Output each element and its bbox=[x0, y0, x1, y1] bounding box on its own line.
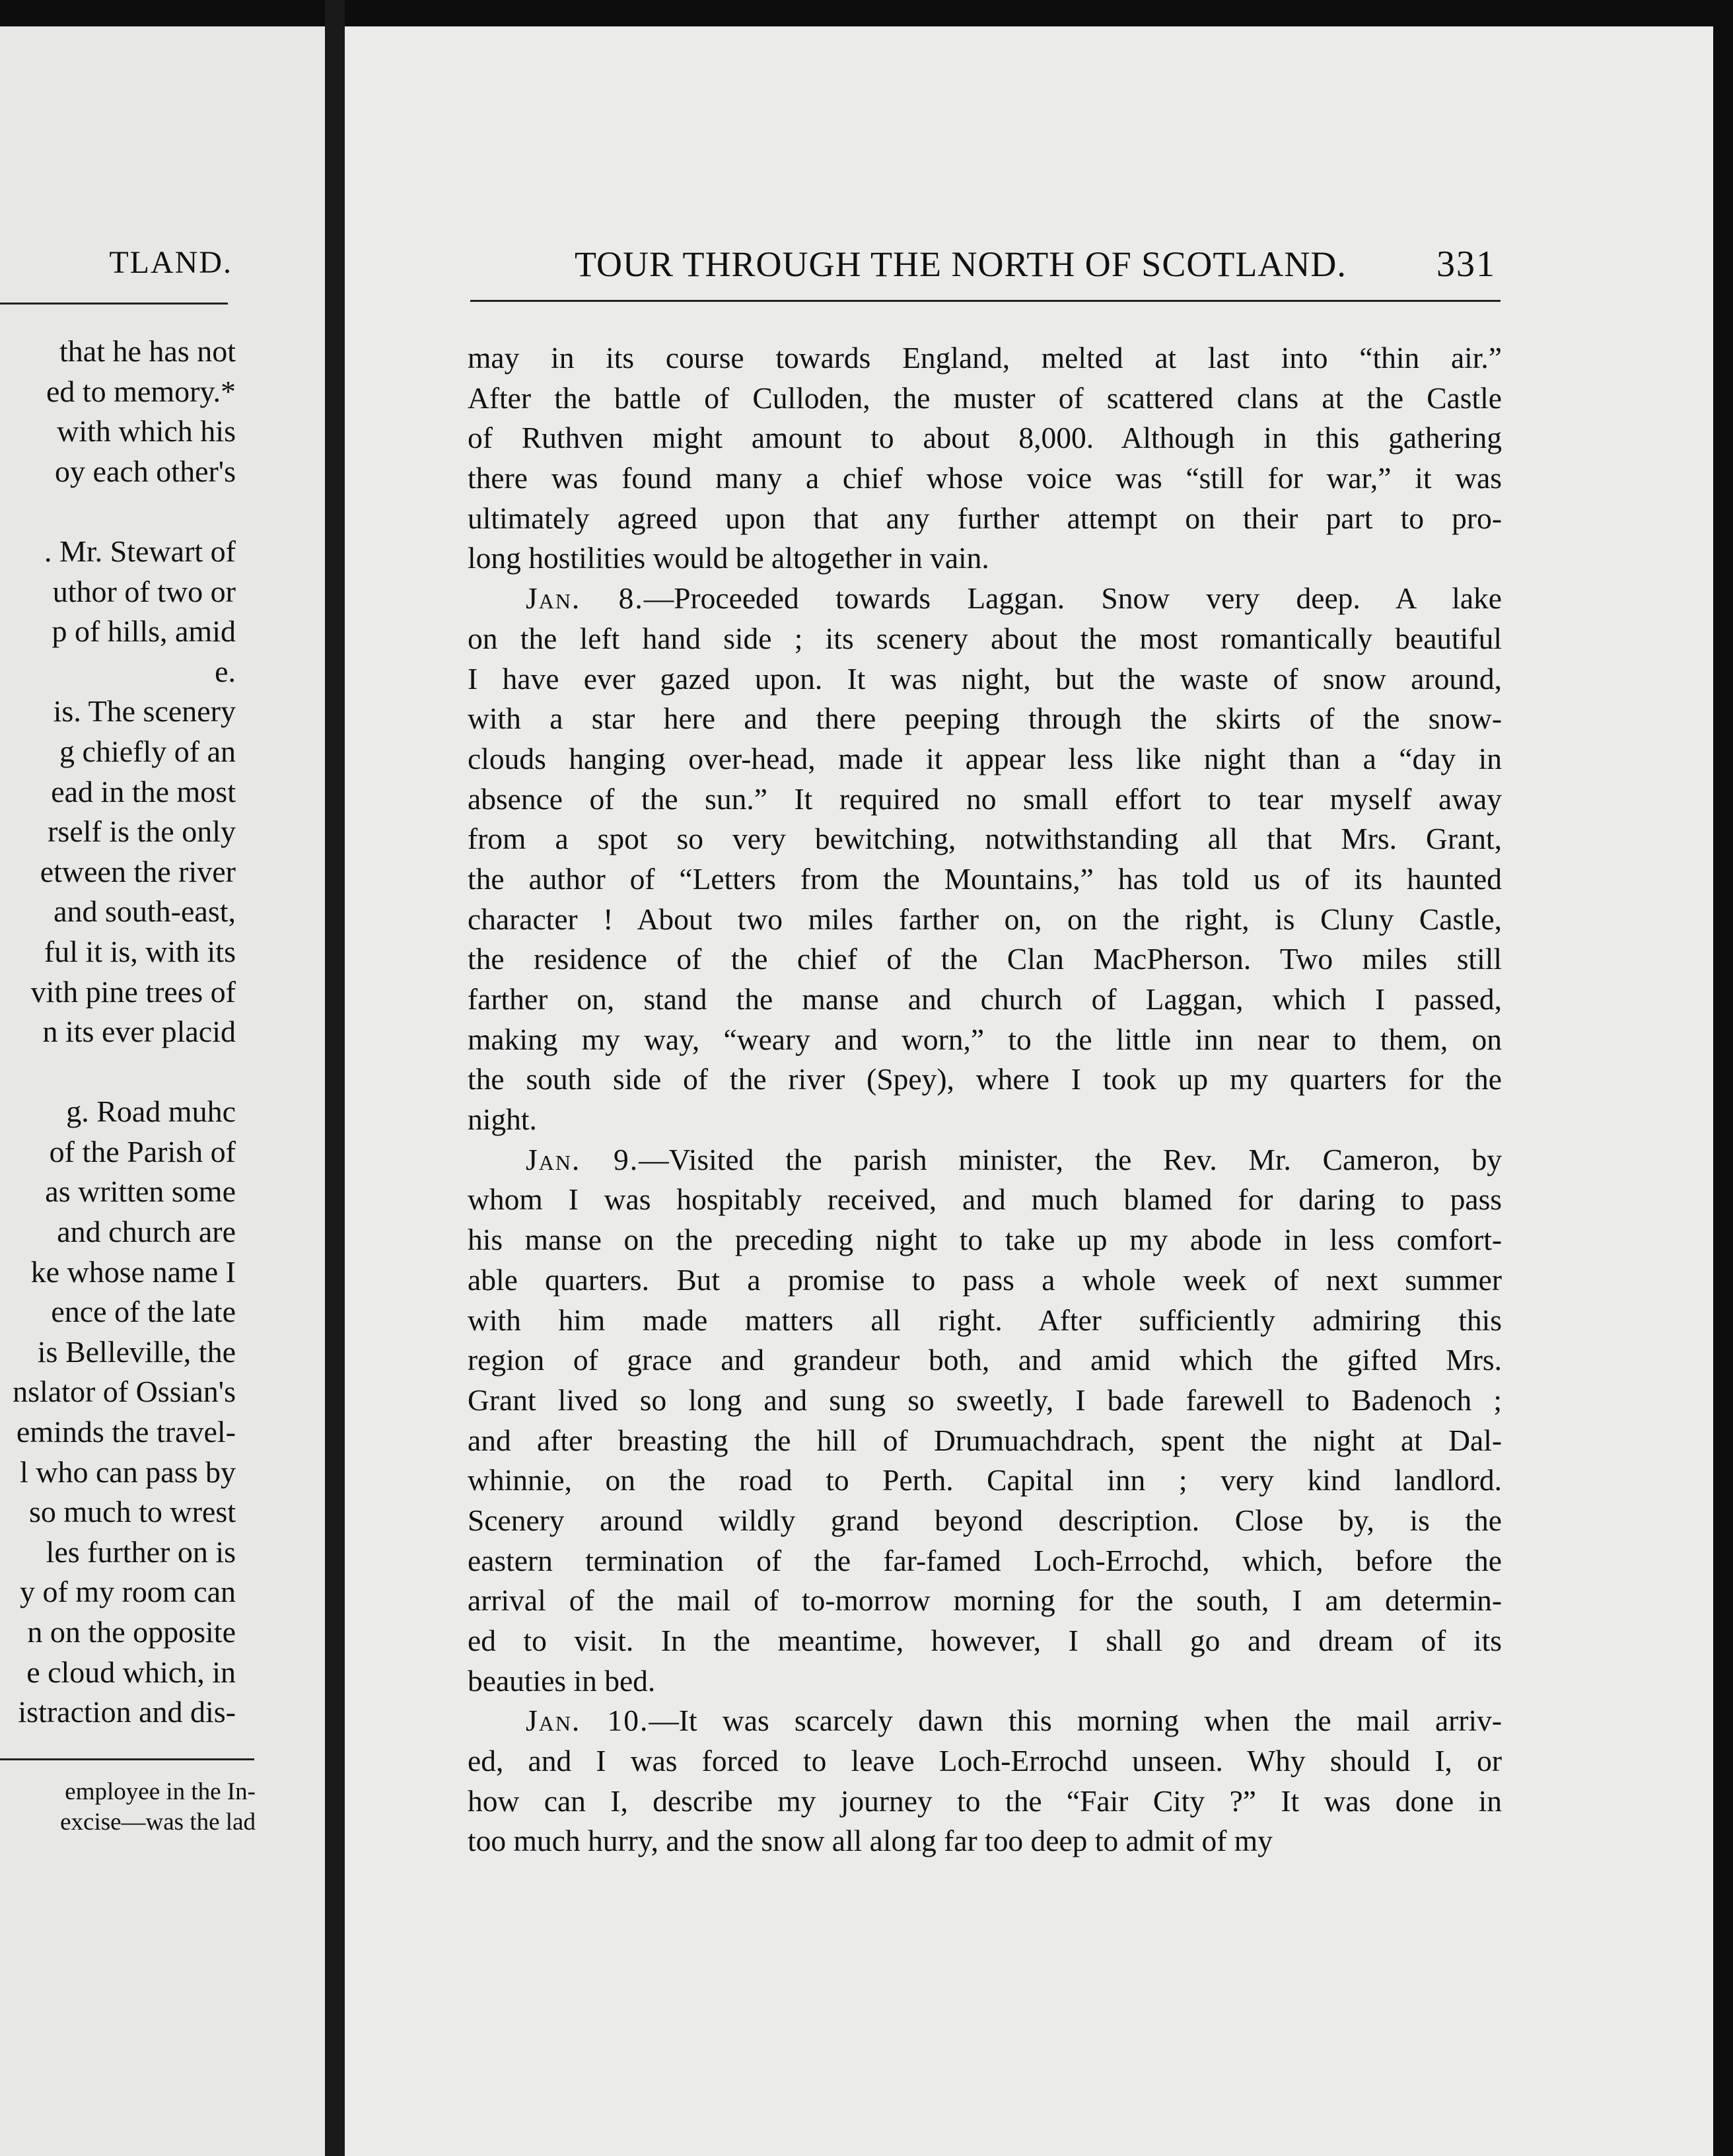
text-line bbox=[468, 939, 1502, 980]
text-line bbox=[468, 900, 1502, 940]
text-line: ke whose name I bbox=[30, 1254, 236, 1289]
text-line: y of my room can bbox=[19, 1575, 236, 1609]
footnote-line: employee in the In- bbox=[65, 1778, 256, 1805]
text-line: n on the opposite bbox=[27, 1615, 236, 1649]
line-text: Grant lived so long and sung so sweetly, I bade farewell to Badenoch ; bbox=[468, 1383, 1502, 1417]
line-text: the residence of the chief of the Clan MacPherson. Two miles still bbox=[468, 942, 1502, 976]
line-text: the south side of the river (Spey), where I took up my quarters for the bbox=[468, 1062, 1502, 1096]
left-footnote-rule bbox=[0, 1758, 254, 1760]
text-line bbox=[468, 859, 1502, 900]
text-line bbox=[468, 579, 1502, 619]
text-line: rself is the only bbox=[48, 814, 236, 849]
text-line: . Mr. Stewart of bbox=[44, 534, 236, 568]
line-text: farther on, stand the manse and church of Laggan, which I passed, bbox=[468, 982, 1502, 1016]
text-line bbox=[468, 338, 1502, 378]
line-text: ed, and I was forced to leave Loch-Errochd unseen. Why should I, or bbox=[468, 1744, 1502, 1778]
left-running-head: TLAND. bbox=[109, 245, 232, 280]
text-line bbox=[468, 1381, 1502, 1421]
text-line: n its ever placid bbox=[42, 1015, 236, 1049]
text-line bbox=[468, 499, 1502, 539]
text-line: eminds the travel- bbox=[16, 1415, 236, 1449]
text-line: p of hills, amid bbox=[52, 614, 236, 649]
line-text: of Ruthven might amount to about 8,000. Although in this gathering bbox=[468, 421, 1502, 455]
text-line bbox=[468, 619, 1502, 659]
page-number: 331 bbox=[1436, 244, 1496, 285]
body-text bbox=[468, 338, 1502, 1861]
text-line bbox=[468, 1340, 1502, 1381]
line-text: —Proceeded towards Laggan. Snow very deep. A lake bbox=[643, 581, 1502, 616]
line-text: absence of the sun.” It required no small effort to tear myself away bbox=[468, 781, 1502, 816]
text-line bbox=[468, 1581, 1502, 1621]
line-text: I have ever gazed upon. It was night, but the waste of snow around, bbox=[468, 661, 1502, 696]
line-text: too much hurry, and the snow all along far too deep to admit of my bbox=[468, 1824, 1273, 1858]
text-line: as written some bbox=[45, 1174, 236, 1209]
line-text: clouds hanging over-head, made it appear less like night than a “day in bbox=[468, 741, 1502, 775]
text-line: ence of the late bbox=[51, 1295, 236, 1329]
text-line bbox=[468, 1541, 1502, 1581]
text-line: ed to memory.* bbox=[46, 374, 236, 408]
scan-top-border bbox=[0, 0, 1733, 26]
text-line: istraction and dis- bbox=[18, 1695, 236, 1729]
left-page bbox=[0, 26, 325, 2156]
line-text: beauties in bed. bbox=[468, 1663, 656, 1698]
text-line bbox=[468, 1781, 1502, 1822]
line-text: with him made matters all right. After sufficiently admiring this bbox=[468, 1303, 1502, 1337]
journal-date: Jan. 9. bbox=[526, 1142, 639, 1176]
text-line: is. The scenery bbox=[53, 694, 236, 729]
line-text: his manse on the preceding night to take up my abode in less comfort- bbox=[468, 1223, 1502, 1257]
text-line bbox=[468, 980, 1502, 1020]
text-line bbox=[468, 1741, 1502, 1781]
text-line: and church are bbox=[57, 1215, 236, 1249]
text-line bbox=[0, 1052, 236, 1093]
text-line: e. bbox=[215, 654, 236, 688]
text-line: e cloud which, in bbox=[26, 1655, 236, 1689]
line-text: with a star here and there peeping through the skirts of the snow- bbox=[468, 701, 1502, 736]
text-line bbox=[468, 739, 1502, 779]
text-line: so much to wrest bbox=[28, 1495, 236, 1529]
text-line bbox=[468, 1621, 1502, 1661]
text-line: uthor of two or bbox=[52, 574, 236, 608]
text-line bbox=[468, 538, 1502, 579]
text-line bbox=[468, 1100, 1502, 1140]
line-text: arrival of the mail of to-morrow morning for the south, I am determin- bbox=[468, 1583, 1502, 1618]
text-line bbox=[0, 491, 236, 532]
text-line: is Belleville, the bbox=[37, 1334, 236, 1369]
text-line: oy each other's bbox=[55, 454, 236, 488]
text-line bbox=[468, 1060, 1502, 1100]
line-text: and after breasting the hill of Drumuachdrach, spent the night at Dal- bbox=[468, 1423, 1502, 1457]
running-header bbox=[575, 243, 1496, 285]
text-line bbox=[468, 1821, 1502, 1861]
text-line bbox=[468, 819, 1502, 859]
line-text: whinnie, on the road to Perth. Capital inn ; very kind landlord. bbox=[468, 1463, 1502, 1497]
line-text: After the battle of Culloden, the muster of scattered clans at the Castle bbox=[468, 380, 1502, 415]
line-text: —It was scarcely dawn this morning when the mail arriv- bbox=[649, 1704, 1502, 1738]
line-text: the author of “Letters from the Mountains,” has told us of its haunted bbox=[468, 861, 1502, 896]
text-line bbox=[468, 779, 1502, 820]
text-line bbox=[468, 1421, 1502, 1461]
text-line bbox=[468, 1220, 1502, 1260]
line-text: long hostilities would be altogether in vain. bbox=[468, 541, 989, 575]
running-head-title: TOUR THROUGH THE NORTH OF SCOTLAND. bbox=[575, 244, 1347, 284]
line-text: —Visited the parish minister, the Rev. Mr. Cameron, by bbox=[639, 1142, 1502, 1176]
text-line: g. Road muhc bbox=[66, 1095, 236, 1129]
line-text: region of grace and grandeur both, and amid which the gifted Mrs. bbox=[468, 1343, 1502, 1377]
line-text: ed to visit. In the meantime, however, I shall go and dream of its bbox=[468, 1624, 1502, 1657]
left-page-text bbox=[0, 332, 236, 1733]
text-line bbox=[468, 1661, 1502, 1702]
text-line: les further on is bbox=[46, 1534, 236, 1569]
text-line bbox=[468, 1501, 1502, 1541]
text-line: with which his bbox=[57, 414, 236, 449]
text-line: ful it is, with its bbox=[44, 934, 236, 968]
text-line: l who can pass by bbox=[19, 1455, 236, 1489]
text-line: etween the river bbox=[40, 854, 236, 888]
line-text: how can I, describe my journey to the “Fair City ?” It was done in bbox=[468, 1783, 1502, 1818]
line-text: may in its course towards England, melted at last into “thin air.” bbox=[468, 341, 1502, 375]
line-text: whom I was hospitably received, and much blamed for daring to pass bbox=[468, 1182, 1502, 1217]
line-text: Scenery around wildly grand beyond description. Close by, is the bbox=[468, 1503, 1502, 1537]
text-line bbox=[468, 378, 1502, 419]
text-line bbox=[468, 699, 1502, 739]
footnote-line: excise—was the lad bbox=[60, 1809, 256, 1836]
line-text: ultimately agreed upon that any further attempt on their part to pro- bbox=[468, 501, 1502, 535]
text-line bbox=[468, 1180, 1502, 1220]
scan-right-border bbox=[1713, 0, 1733, 2156]
text-line bbox=[468, 418, 1502, 458]
text-line bbox=[468, 458, 1502, 499]
text-line: that he has not bbox=[59, 334, 236, 368]
line-text: making my way, “weary and worn,” to the little inn near to them, on bbox=[468, 1022, 1502, 1056]
line-text: character ! About two miles farther on, on the right, is Cluny Castle, bbox=[468, 902, 1502, 936]
text-line bbox=[468, 1301, 1502, 1341]
line-text: from a spot so very bewitching, notwithstanding all that Mrs. Grant, bbox=[468, 822, 1502, 856]
text-line bbox=[468, 659, 1502, 700]
left-header-rule bbox=[0, 303, 228, 305]
left-footnote bbox=[0, 1777, 256, 1838]
text-line bbox=[468, 1460, 1502, 1501]
line-text: there was found many a chief whose voice was “still for war,” it was bbox=[468, 461, 1502, 495]
text-line: of the Parish of bbox=[49, 1134, 236, 1168]
line-text: able quarters. But a promise to pass a whole week of next summer bbox=[468, 1262, 1502, 1297]
text-line: nslator of Ossian's bbox=[13, 1375, 236, 1409]
journal-date: Jan. 8. bbox=[526, 581, 644, 616]
text-line bbox=[468, 1701, 1502, 1741]
text-line: ead in the most bbox=[51, 774, 236, 808]
line-text: night. bbox=[468, 1102, 537, 1137]
line-text: on the left hand side ; its scenery about the most romantically beautiful bbox=[468, 621, 1502, 655]
header-rule bbox=[470, 300, 1501, 302]
text-line bbox=[468, 1020, 1502, 1060]
text-line: g chiefly of an bbox=[59, 734, 236, 768]
right-page bbox=[345, 26, 1713, 2156]
text-line bbox=[468, 1260, 1502, 1301]
book-gutter bbox=[325, 0, 345, 2156]
text-line bbox=[468, 1140, 1502, 1180]
line-text: eastern termination of the far-famed Loch-Errochd, which, before the bbox=[468, 1543, 1502, 1577]
text-line: vith pine trees of bbox=[30, 974, 236, 1009]
text-line: and south-east, bbox=[53, 894, 236, 929]
journal-date: Jan. 10. bbox=[526, 1704, 649, 1738]
